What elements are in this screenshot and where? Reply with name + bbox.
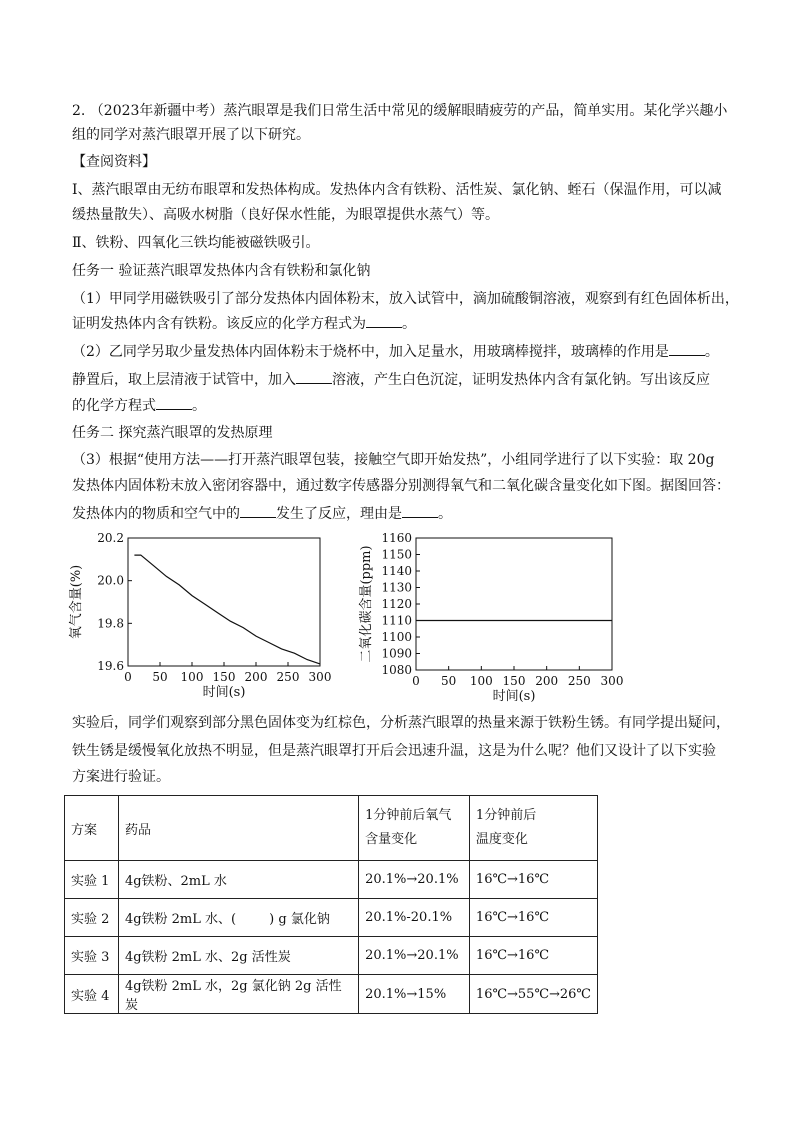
plot-frame: [416, 538, 612, 670]
table-cell: 4g铁粉 2mL 水、2g 活性炭: [118, 937, 358, 975]
x-tick-label: 0: [124, 670, 132, 684]
table-row: [65, 899, 598, 937]
punct: 。: [402, 316, 416, 332]
table-row: [65, 975, 598, 1014]
oxygen-content-chart: [64, 530, 334, 710]
y-axis-label: 二氧化碳含量(ppm): [359, 545, 374, 663]
table-cell: 16℃→16℃: [469, 899, 597, 937]
table-cell: 4g铁粉 2mL 水，2g 氯化钠 2g 活性炭: [118, 975, 358, 1014]
y-tick-label: 19.6: [97, 659, 124, 673]
question-3c-text1: 发热体内的物质和空气中的: [72, 506, 240, 522]
answer-blank: [402, 505, 438, 518]
x-tick-label: 200: [244, 670, 268, 684]
task-two-title: 任务二 探究蒸汽眼罩的发热原理: [72, 425, 273, 441]
y-tick-label: 1160: [381, 531, 412, 545]
question-1a: （1）甲同学用磁铁吸引了部分发热体内固体粉末，放入试管中，滴加硫酸铜溶液，观察到有红色固体析出，: [72, 291, 739, 307]
table-row: [65, 937, 598, 975]
question-3c-text2: 发生了反应，理由是: [276, 506, 402, 522]
question-3b: 发热体内固体粉末放入密闭容器中，通过数字传感器分别测得氧气和二氧化碳含量变化如下图。据图回答：: [72, 478, 730, 494]
table-cell: 4g铁粉 2mL 水、( ) g 氯化钠: [118, 899, 358, 937]
info-item-1a: I、蒸汽眼罩由无纺布眼罩和发热体构成。发热体内含有铁粉、活性炭、氯化钠、蛭石（保温作用，可以减: [72, 182, 722, 198]
table-cell: 实验 2: [65, 899, 119, 937]
punct: 。: [704, 344, 719, 360]
question-3a: （3）根据“使用方法——打开蒸汽眼罩包装，接触空气即开始发热”，小组同学进行了以下实验：取 20g: [72, 452, 715, 468]
question-intro-line1: 2. （2023年新疆中考）蒸汽眼罩是我们日常生活中常见的缓解眼睛疲劳的产品，简单实用。某化学兴趣小: [72, 103, 728, 119]
x-tick-label: 150: [502, 674, 526, 688]
question-2a-text: （2）乙同学另取少量发热体内固体粉末于烧杯中，加入足量水，用玻璃棒搅拌，玻璃棒的作用是: [72, 344, 669, 360]
table-cell: 16℃→16℃: [469, 937, 597, 975]
co2-content-chart: [356, 530, 626, 710]
question-2b-text1: 静置后，取上层清液于试管中，加入: [72, 372, 296, 388]
y-tick-label: 20.0: [97, 573, 124, 588]
x-axis-label: 时间(s): [492, 689, 536, 704]
x-tick-label: 100: [469, 674, 493, 688]
x-tick-label: 150: [212, 670, 236, 684]
y-tick-label: 1080: [381, 663, 412, 677]
info-heading: 【查阅资料】: [72, 154, 156, 170]
header-cell: 方案: [65, 796, 119, 861]
answer-blank: [669, 343, 705, 356]
table-cell: 4g铁粉、2mL 水: [118, 861, 358, 899]
x-tick-label: 200: [535, 674, 559, 688]
y-tick-label: 19.8: [97, 616, 124, 631]
info-item-1b: 缓热量散失）、高吸水树脂（良好保水性能，为眼罩提供水蒸气）等。: [72, 207, 499, 223]
x-tick-label: 0: [412, 674, 420, 688]
task-one-title: 任务一 验证蒸汽眼罩发热体内含有铁粉和氯化钠: [72, 263, 371, 279]
table-cell: 20.1%→20.1%: [359, 937, 470, 975]
header-cell: 1分钟前后 温度变化: [469, 796, 597, 861]
punct: 。: [192, 398, 206, 414]
x-tick-label: 100: [180, 670, 204, 684]
y-tick-label: 20.2: [97, 531, 124, 545]
x-tick-label: 300: [600, 674, 624, 688]
question-2a: [72, 343, 719, 361]
question-2c: [72, 397, 206, 415]
y-tick-label: 1120: [381, 597, 412, 611]
table-cell: 实验 3: [65, 937, 119, 975]
question-2c-text: 的化学方程式: [72, 398, 156, 414]
question-1b: [72, 315, 416, 333]
after-text-a: 实验后，同学们观察到部分黑色固体变为红棕色，分析蒸汽眼罩的热量来源于铁粉生锈。有同学提出疑问，: [72, 715, 730, 731]
after-text-b: 铁生锈是缓慢氧化放热不明显，但是蒸汽眼罩打开后会迅速升温，这是为什么呢？他们又设计了以下实验: [72, 743, 716, 759]
y-tick-label: 1140: [381, 564, 412, 578]
question-3c: [72, 505, 452, 523]
x-tick-label: 250: [276, 670, 300, 684]
plot-frame: [128, 538, 320, 666]
y-tick-label: 1090: [381, 646, 412, 661]
table-cell: 20.1%→20.1%: [359, 861, 470, 899]
y-tick-label: 1130: [381, 580, 412, 595]
experiment-table: [64, 795, 598, 1014]
table-cell: 20.1%→15%: [359, 975, 470, 1014]
y-tick-label: 1100: [381, 630, 412, 644]
question-2b-text2: 溶液，产生白色沉淀，证明发热体内含有氯化钠。写出该反应: [332, 372, 710, 388]
x-axis-label: 时间(s): [202, 685, 246, 700]
answer-blank: [156, 397, 192, 410]
after-text-c: 方案进行验证。: [72, 769, 170, 785]
question-intro-line2: 组的同学对蒸汽眼罩开展了以下研究。: [72, 127, 310, 143]
table-cell: 实验 4: [65, 975, 119, 1014]
y-tick-label: 1150: [381, 547, 412, 562]
x-tick-label: 300: [308, 670, 332, 684]
answer-blank: [296, 371, 332, 384]
table-cell: 16℃→55℃→26℃: [469, 975, 597, 1014]
x-tick-label: 50: [441, 674, 457, 688]
header-cell: 1分钟前后氧气 含量变化: [359, 796, 470, 861]
question-2b: [72, 371, 710, 389]
punct: 。: [438, 506, 452, 522]
y-axis-label: 氧气含量(%): [69, 564, 84, 640]
info-item-2: Ⅱ、铁粉、四氧化三铁均能被磁铁吸引。: [72, 235, 320, 251]
data-line: [134, 555, 320, 664]
answer-blank: [240, 505, 276, 518]
y-tick-label: 1110: [381, 613, 412, 628]
x-tick-label: 50: [152, 670, 168, 684]
answer-blank: [366, 315, 402, 328]
x-tick-label: 250: [567, 674, 591, 688]
table-cell: 16℃→16℃: [469, 861, 597, 899]
header-cell: 药品: [118, 796, 358, 861]
table-cell: 20.1%-20.1%: [359, 899, 470, 937]
table-header-row: [65, 796, 598, 861]
table-cell: 实验 1: [65, 861, 119, 899]
question-1b-text: 证明发热体内含有铁粉。该反应的化学方程式为: [72, 316, 366, 332]
table-row: [65, 861, 598, 899]
